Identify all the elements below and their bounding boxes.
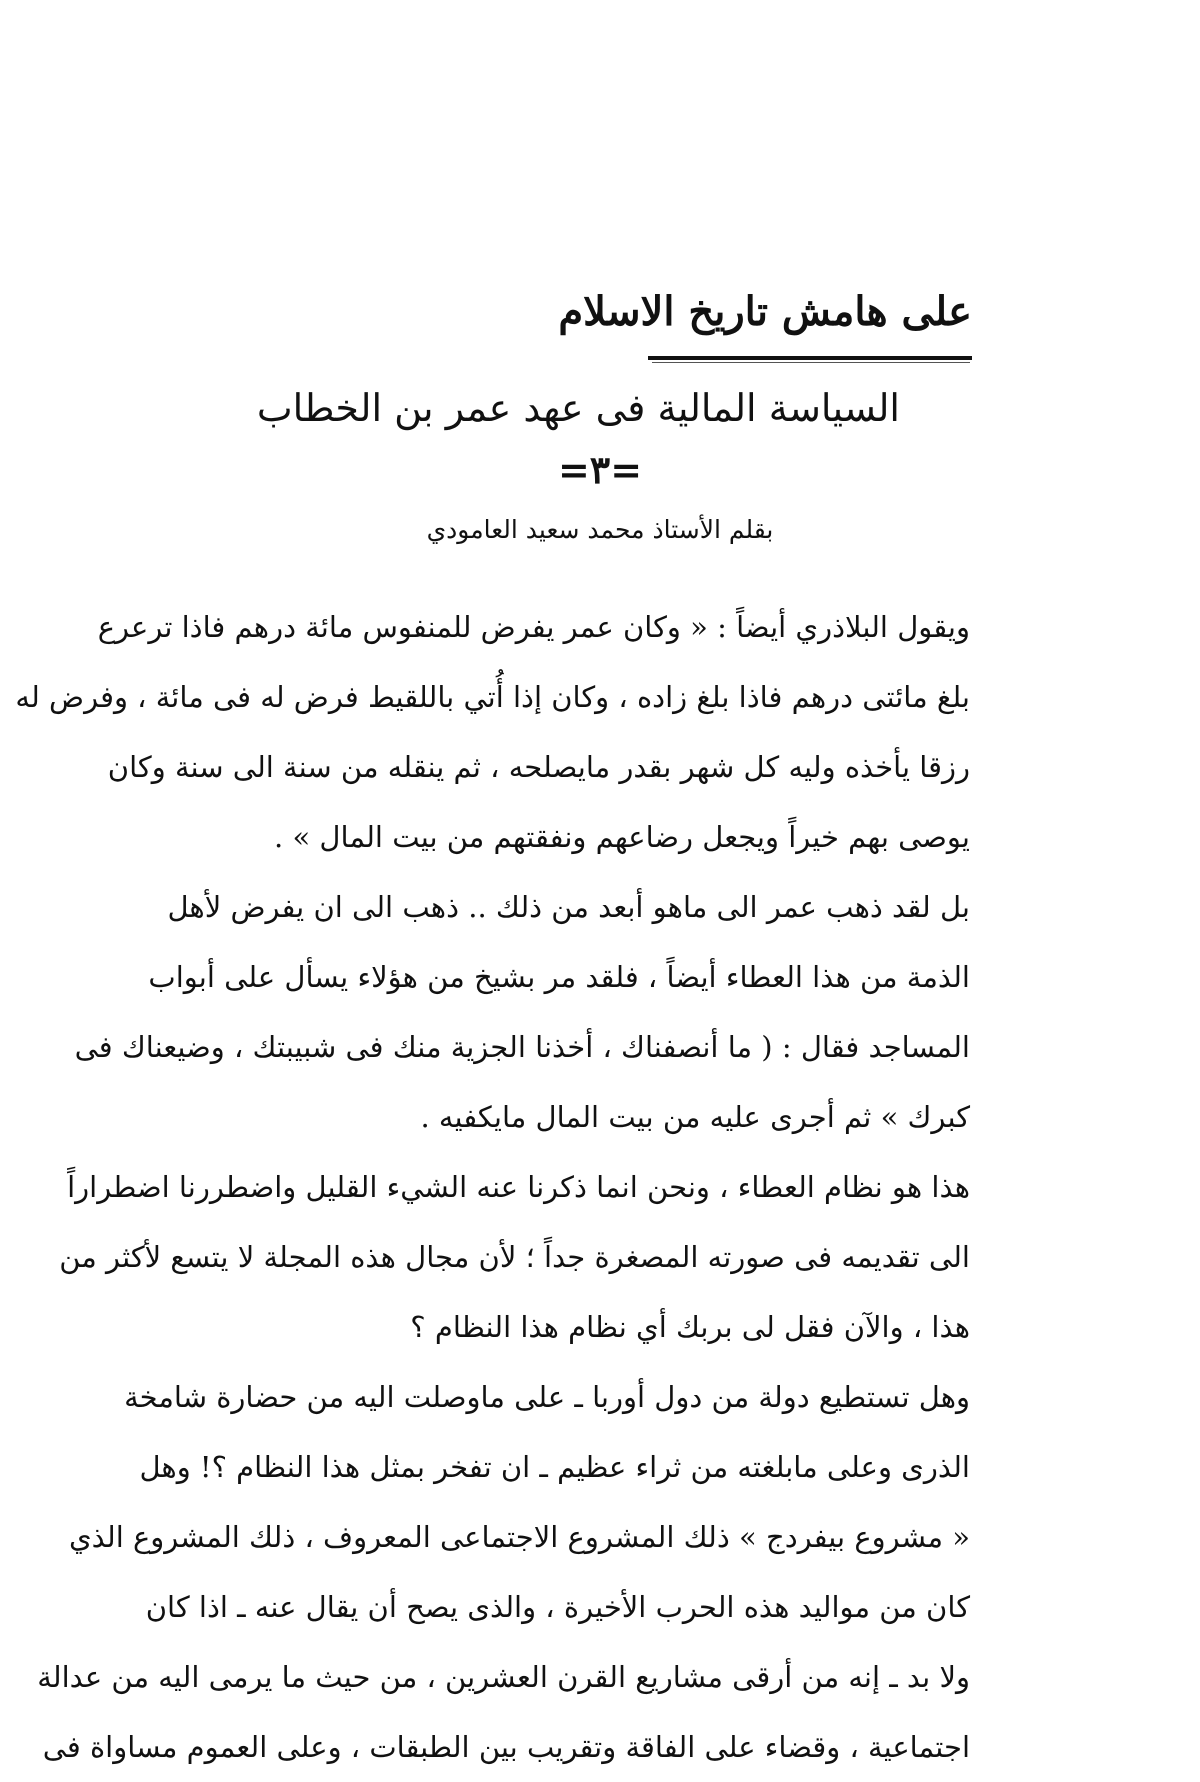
text-line: ولا بد ـ إنه من أرقى مشاريع القرن العشرين ، من حيث ما يرمى اليه من عدالة: [37, 1660, 970, 1694]
text-line: هذا هو نظام العطاء ، ونحن انما ذكرنا عنه الشيء القليل واضطررنا اضطراراً: [67, 1170, 970, 1204]
article-body: [15, 592, 970, 1782]
text-line: كبرك » ثم أجرى عليه من بيت المال مايكفيه .: [420, 1100, 970, 1134]
text-line: هذا ، والآن فقل لى بربك أي نظام هذا النظام ؟: [410, 1310, 970, 1344]
paragraph-2: [74, 872, 970, 1152]
text-line: اجتماعية ، وقضاء على الفاقة وتقريب بين الطبقات ، وعلى العموم مساواة فى: [42, 1730, 970, 1764]
text-line: الذرى وعلى مابلغته من ثراء عظيم ـ ان تفخر بمثل هذا النظام ؟! وهل: [139, 1450, 970, 1484]
series-title: على هامش تاريخ الاسلام: [558, 288, 972, 335]
text-line: رزقا يأخذه وليه كل شهر بقدر مايصلحه ، ثم ينقله من سنة الى سنة وكان: [107, 750, 970, 784]
text-line: « مشروع بيفردج » ذلك المشروع الاجتماعى المعروف ، ذلك المشروع الذي: [68, 1520, 970, 1554]
text-line: الى تقديمه فى صورته المصغرة جداً ؛ لأن مجال هذه المجلة لا يتسع لأكثر من: [59, 1240, 970, 1274]
text-line: وهل تستطيع دولة من دول أوربا ـ على ماوصلت اليه من حضارة شامخة: [124, 1380, 970, 1414]
part-number: =٣=: [557, 447, 643, 492]
paragraph-1: [15, 592, 970, 872]
text-line: بلغ مائتى درهم فاذا بلغ زاده ، وكان إذا أُتي باللقيط فرض له فى مائة ، وفرض له: [15, 680, 970, 714]
text-line: ويقول البلاذري أيضاً : « وكان عمر يفرض للمنفوس مائة درهم فاذا ترعرع: [97, 610, 970, 644]
article-byline: بقلم الأستاذ محمد سعيد العامودي: [426, 515, 774, 544]
text-line: الذمة من هذا العطاء أيضاً ، فلقد مر بشيخ من هؤلاء يسأل على أبواب: [148, 960, 970, 994]
text-line: بل لقد ذهب عمر الى ماهو أبعد من ذلك .. ذهب الى ان يفرض لأهل: [167, 890, 970, 924]
series-header: [352, 282, 972, 342]
text-line: المساجد فقال : ( ما أنصفناك ، أخذنا الجزية منك فى شبيبتك ، وضيعناك فى: [74, 1030, 970, 1064]
text-line: يوصى بهم خيراً ويجعل رضاعهم ونفقتهم من بيت المال » .: [274, 820, 970, 854]
header-rule: [648, 356, 972, 360]
paragraph-3: [59, 1152, 970, 1362]
paragraph-4: [37, 1362, 970, 1782]
text-line: كان من مواليد هذه الحرب الأخيرة ، والذى يصح أن يقال عنه ـ اذا كان: [145, 1590, 970, 1624]
header-rule-thin: [652, 362, 970, 363]
article-title: السياسة المالية فى عهد عمر بن الخطاب: [256, 386, 900, 430]
